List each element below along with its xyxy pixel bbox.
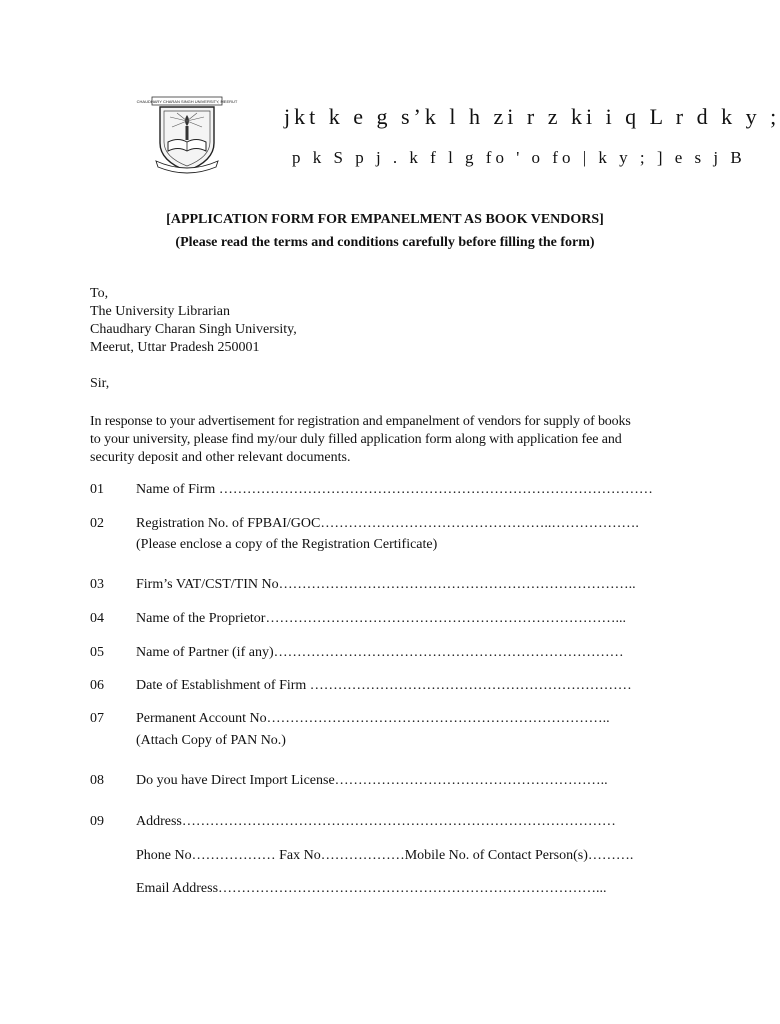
address-to: To, [90, 286, 109, 301]
partner-name-field[interactable]: Name of Partner (if any)………………………………………………………………… [136, 645, 624, 660]
address-line-2: Chaudhary Charan Singh University, [90, 322, 297, 337]
registration-note: (Please enclose a copy of the Registration Certificate) [136, 537, 438, 552]
contact-numbers-field[interactable]: Phone No……………… Fax No………………Mobile No. of Contact Person(s)………. [136, 848, 634, 863]
university-hindi-subtitle: p k S p j . k f l g fo ' o fo | k y ; ] e s j B [292, 148, 746, 167]
proprietor-name-field[interactable]: Name of the Proprietor…………………………………………………………………... [136, 611, 626, 626]
intro-line: to your university, please find my/our duly filled application form along with application fee and [90, 432, 622, 447]
salutation: Sir, [90, 376, 110, 391]
email-address-field[interactable]: Email Address………………………………………………………………………... [136, 881, 607, 896]
item-number: 02 [90, 516, 104, 531]
registration-number-field[interactable]: Registration No. of FPBAI/GOC…………………………………………..………………. [136, 516, 639, 531]
establishment-date-field[interactable]: Date of Establishment of Firm …………………………………………………………… [136, 678, 632, 693]
item-number: 07 [90, 711, 104, 726]
emblem-top-text: CHAUDHARY CHARAN SINGH UNIVERSITY, MEERUT [136, 99, 238, 104]
university-emblem-icon [136, 95, 238, 177]
item-number: 06 [90, 678, 104, 693]
item-number: 08 [90, 773, 104, 788]
vat-tin-field[interactable]: Firm’s VAT/CST/TIN No………………………………………………………………….. [136, 577, 636, 592]
form-instruction: (Please read the terms and conditions carefully before filling the form) [175, 235, 595, 250]
item-number: 03 [90, 577, 104, 592]
import-license-field[interactable]: Do you have Direct Import License………………………………………………….. [136, 773, 608, 788]
item-number: 05 [90, 645, 104, 660]
pan-note: (Attach Copy of PAN No.) [136, 733, 286, 748]
intro-paragraph [90, 413, 680, 467]
address-field[interactable]: Address………………………………………………………………………………… [136, 814, 616, 829]
pan-number-field[interactable]: Permanent Account No……………………………………………………………….. [136, 711, 610, 726]
intro-line: In response to your advertisement for registration and empanelment of vendors for supply of books [90, 414, 631, 429]
item-number: 01 [90, 482, 104, 497]
form-title: [APPLICATION FORM FOR EMPANELMENT AS BOOK VENDORS] [166, 212, 604, 227]
intro-line: security deposit and other relevant documents. [90, 450, 351, 465]
item-number: 09 [90, 814, 104, 829]
address-line-3: Meerut, Uttar Pradesh 250001 [90, 340, 260, 355]
address-line-1: The University Librarian [90, 304, 230, 319]
firm-name-field[interactable]: Name of Firm ………………………………………………………………………………… [136, 482, 653, 497]
item-number: 04 [90, 611, 104, 626]
university-hindi-title: jkt k e g s’k l h zi r z ki i q L r d k y ; [284, 104, 780, 129]
